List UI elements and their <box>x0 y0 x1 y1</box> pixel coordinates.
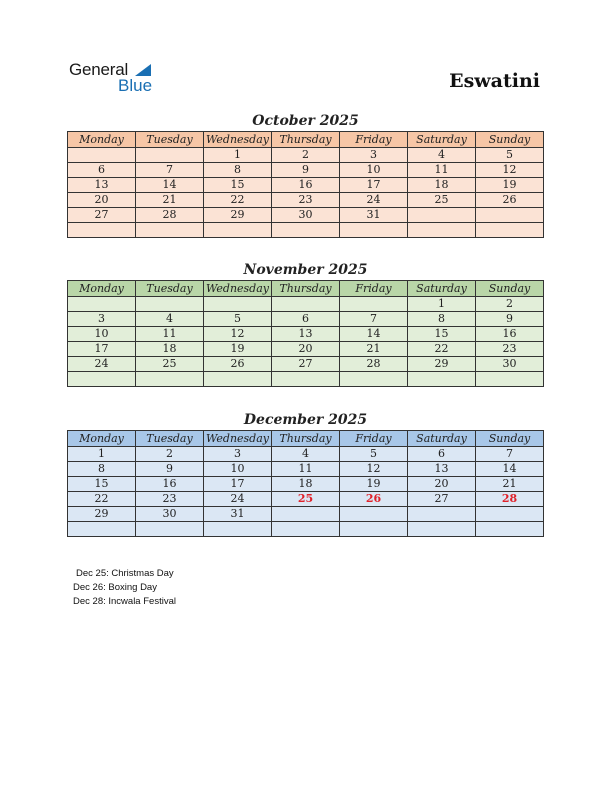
weekday-header: Monday <box>68 132 136 148</box>
empty-cell <box>340 372 408 387</box>
day-cell: 23 <box>476 342 544 357</box>
week-row <box>68 372 544 387</box>
day-cell: 14 <box>136 178 204 193</box>
day-cell: 24 <box>204 492 272 507</box>
weekday-header: Monday <box>68 281 136 297</box>
day-cell: 11 <box>272 462 340 477</box>
day-cell: 23 <box>136 492 204 507</box>
day-cell: 3 <box>340 148 408 163</box>
holiday-item: Dec 28: Incwala Festival <box>73 596 176 607</box>
empty-cell <box>476 223 544 238</box>
day-cell: 29 <box>408 357 476 372</box>
day-cell: 18 <box>136 342 204 357</box>
day-cell: 29 <box>68 507 136 522</box>
day-cell: 15 <box>408 327 476 342</box>
day-cell: 25 <box>408 193 476 208</box>
week-row <box>68 447 544 462</box>
day-cell: 12 <box>204 327 272 342</box>
weekday-header: Wednesday <box>204 431 272 447</box>
week-row <box>68 342 544 357</box>
weekday-header: Friday <box>340 132 408 148</box>
day-cell: 4 <box>408 148 476 163</box>
weekday-header-row <box>68 281 544 297</box>
day-cell: 3 <box>68 312 136 327</box>
holiday-list <box>73 567 176 609</box>
day-cell: 22 <box>68 492 136 507</box>
empty-cell <box>340 507 408 522</box>
day-cell: 30 <box>136 507 204 522</box>
day-cell: 25 <box>136 357 204 372</box>
day-cell: 21 <box>136 193 204 208</box>
empty-cell <box>476 372 544 387</box>
empty-cell <box>272 223 340 238</box>
empty-cell <box>408 522 476 537</box>
day-cell: 17 <box>204 477 272 492</box>
week-row <box>68 178 544 193</box>
month-title: December 2025 <box>243 412 368 428</box>
empty-cell <box>408 223 476 238</box>
day-cell: 5 <box>340 447 408 462</box>
day-cell: 24 <box>340 193 408 208</box>
weekday-header: Thursday <box>272 281 340 297</box>
week-row <box>68 357 544 372</box>
day-cell: 15 <box>204 178 272 193</box>
weekday-header: Saturday <box>408 281 476 297</box>
day-cell: 14 <box>340 327 408 342</box>
day-cell: 21 <box>476 477 544 492</box>
day-cell: 20 <box>408 477 476 492</box>
day-cell: 8 <box>204 163 272 178</box>
weekday-header: Wednesday <box>204 132 272 148</box>
weekday-header: Tuesday <box>136 431 204 447</box>
day-cell: 31 <box>204 507 272 522</box>
month-title: November 2025 <box>243 262 368 278</box>
day-cell: 1 <box>408 297 476 312</box>
day-cell: 20 <box>272 342 340 357</box>
day-cell: 30 <box>476 357 544 372</box>
day-cell: 9 <box>272 163 340 178</box>
week-row <box>68 223 544 238</box>
week-row <box>68 522 544 537</box>
logo-general-text: General <box>69 60 129 79</box>
week-row <box>68 148 544 163</box>
week-row <box>68 477 544 492</box>
weekday-header: Sunday <box>476 132 544 148</box>
empty-cell <box>408 507 476 522</box>
empty-cell <box>136 297 204 312</box>
empty-cell <box>272 372 340 387</box>
holiday-day-cell: 26 <box>340 492 408 507</box>
calendar-table <box>67 280 544 387</box>
day-cell: 19 <box>340 477 408 492</box>
day-cell: 22 <box>204 193 272 208</box>
logo-blue-text: Blue <box>118 76 153 95</box>
day-cell: 9 <box>476 312 544 327</box>
day-cell: 2 <box>136 447 204 462</box>
day-cell: 8 <box>408 312 476 327</box>
day-cell: 2 <box>272 148 340 163</box>
month-november <box>67 260 544 387</box>
month-title: October 2025 <box>252 113 359 129</box>
day-cell: 6 <box>272 312 340 327</box>
day-cell: 19 <box>476 178 544 193</box>
day-cell: 5 <box>204 312 272 327</box>
day-cell: 11 <box>136 327 204 342</box>
empty-cell <box>136 372 204 387</box>
weekday-header: Friday <box>340 281 408 297</box>
day-cell: 24 <box>68 357 136 372</box>
empty-cell <box>68 223 136 238</box>
day-cell: 26 <box>204 357 272 372</box>
day-cell: 16 <box>272 178 340 193</box>
weekday-header: Thursday <box>272 132 340 148</box>
empty-cell <box>204 223 272 238</box>
day-cell: 2 <box>476 297 544 312</box>
day-cell: 28 <box>136 208 204 223</box>
day-cell: 28 <box>340 357 408 372</box>
day-cell: 13 <box>408 462 476 477</box>
day-cell: 30 <box>272 208 340 223</box>
day-cell: 9 <box>136 462 204 477</box>
empty-cell <box>340 223 408 238</box>
holiday-item: Dec 26: Boxing Day <box>73 582 157 593</box>
day-cell: 17 <box>68 342 136 357</box>
weekday-header: Saturday <box>408 431 476 447</box>
empty-cell <box>136 522 204 537</box>
day-cell: 6 <box>408 447 476 462</box>
week-row <box>68 163 544 178</box>
empty-cell <box>272 507 340 522</box>
day-cell: 15 <box>68 477 136 492</box>
day-cell: 12 <box>476 163 544 178</box>
empty-cell <box>272 297 340 312</box>
day-cell: 1 <box>68 447 136 462</box>
day-cell: 27 <box>272 357 340 372</box>
month-october <box>67 111 544 238</box>
empty-cell <box>476 522 544 537</box>
day-cell: 20 <box>68 193 136 208</box>
empty-cell <box>204 297 272 312</box>
week-row <box>68 507 544 522</box>
day-cell: 29 <box>204 208 272 223</box>
day-cell: 31 <box>340 208 408 223</box>
empty-cell <box>68 297 136 312</box>
empty-cell <box>68 372 136 387</box>
day-cell: 22 <box>408 342 476 357</box>
day-cell: 12 <box>340 462 408 477</box>
weekday-header: Tuesday <box>136 132 204 148</box>
calendar-table <box>67 131 544 238</box>
empty-cell <box>136 223 204 238</box>
day-cell: 18 <box>408 178 476 193</box>
day-cell: 19 <box>204 342 272 357</box>
day-cell: 11 <box>408 163 476 178</box>
day-cell: 14 <box>476 462 544 477</box>
holiday-day-cell: 28 <box>476 492 544 507</box>
country-title: Eswatini <box>449 70 540 92</box>
empty-cell <box>476 507 544 522</box>
week-row <box>68 193 544 208</box>
holiday-day-cell: 25 <box>272 492 340 507</box>
holiday-item: Dec 25: Christmas Day <box>76 568 174 579</box>
day-cell: 10 <box>68 327 136 342</box>
day-cell: 21 <box>340 342 408 357</box>
day-cell: 1 <box>204 148 272 163</box>
day-cell: 16 <box>476 327 544 342</box>
day-cell: 13 <box>272 327 340 342</box>
empty-cell <box>136 148 204 163</box>
weekday-header: Tuesday <box>136 281 204 297</box>
logo-triangle-icon <box>135 64 151 76</box>
week-row <box>68 327 544 342</box>
empty-cell <box>340 297 408 312</box>
weekday-header: Monday <box>68 431 136 447</box>
empty-cell <box>408 208 476 223</box>
weekday-header-row <box>68 431 544 447</box>
day-cell: 4 <box>136 312 204 327</box>
weekday-header-row <box>68 132 544 148</box>
weekday-header: Thursday <box>272 431 340 447</box>
empty-cell <box>272 522 340 537</box>
day-cell: 26 <box>476 193 544 208</box>
day-cell: 23 <box>272 193 340 208</box>
week-row <box>68 297 544 312</box>
logo <box>69 60 169 96</box>
empty-cell <box>204 372 272 387</box>
empty-cell <box>476 208 544 223</box>
day-cell: 7 <box>476 447 544 462</box>
empty-cell <box>68 148 136 163</box>
day-cell: 4 <box>272 447 340 462</box>
day-cell: 8 <box>68 462 136 477</box>
empty-cell <box>408 372 476 387</box>
day-cell: 10 <box>204 462 272 477</box>
empty-cell <box>204 522 272 537</box>
day-cell: 7 <box>136 163 204 178</box>
weekday-header: Friday <box>340 431 408 447</box>
empty-cell <box>340 522 408 537</box>
day-cell: 13 <box>68 178 136 193</box>
day-cell: 3 <box>204 447 272 462</box>
week-row <box>68 492 544 507</box>
empty-cell <box>68 522 136 537</box>
day-cell: 18 <box>272 477 340 492</box>
day-cell: 16 <box>136 477 204 492</box>
month-december <box>67 410 544 537</box>
day-cell: 17 <box>340 178 408 193</box>
week-row <box>68 462 544 477</box>
week-row <box>68 208 544 223</box>
weekday-header: Wednesday <box>204 281 272 297</box>
day-cell: 27 <box>408 492 476 507</box>
weekday-header: Saturday <box>408 132 476 148</box>
day-cell: 5 <box>476 148 544 163</box>
day-cell: 7 <box>340 312 408 327</box>
week-row <box>68 312 544 327</box>
day-cell: 6 <box>68 163 136 178</box>
day-cell: 27 <box>68 208 136 223</box>
weekday-header: Sunday <box>476 281 544 297</box>
calendar-table <box>67 430 544 537</box>
day-cell: 10 <box>340 163 408 178</box>
weekday-header: Sunday <box>476 431 544 447</box>
